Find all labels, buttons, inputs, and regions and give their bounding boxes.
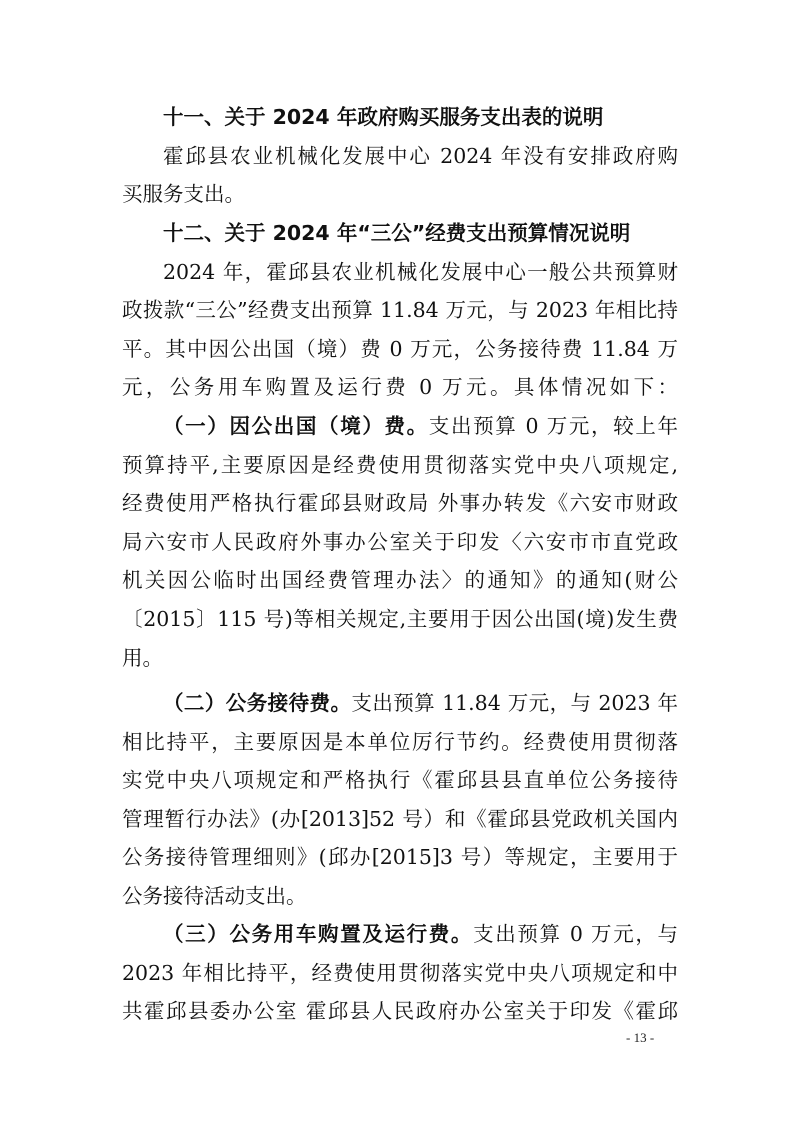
section-11 xyxy=(122,98,678,214)
paragraph-line: 用。 xyxy=(122,645,163,670)
paragraph-line: 2023 年相比持平，经费使用贯彻落实党中央八项规定和中 xyxy=(122,960,678,985)
section-12-heading: 十二、关于 2024 年“三公”经费支出预算情况说明 xyxy=(163,221,631,245)
paragraph-line: 机关因公临时出国经费管理办法〉的通知》的通知(财公 xyxy=(122,568,678,593)
paragraph-title: （三）公务用车购置及运行费。 xyxy=(163,922,474,946)
paragraph-text: 支出预算 0 万元，较上年 xyxy=(428,414,678,438)
section-12 xyxy=(122,214,678,407)
paragraph-reception xyxy=(122,684,678,916)
paragraph-line: 经费使用严格执行霍邱县财政局 外事办转发《六安市财政 xyxy=(122,491,678,516)
paragraph-first-line xyxy=(122,407,678,446)
paragraph-title: （二）公务接待费。 xyxy=(163,691,352,715)
paragraph-line: 公务接待活动支出。 xyxy=(122,883,307,908)
section-11-heading: 十一、关于 2024 年政府购买服务支出表的说明 xyxy=(163,105,604,129)
paragraph-text: 支出预算 0 万元，与 xyxy=(473,922,678,946)
paragraph-title: （一）因公出国（境）费。 xyxy=(163,414,429,438)
paragraph-line: 实党中央八项规定和严格执行《霍邱县县直单位公务接待 xyxy=(122,768,678,793)
paragraph-overseas-travel xyxy=(122,407,678,677)
paragraph-official-vehicles xyxy=(122,915,678,1031)
paragraph-line: 相比持平，主要原因是本单位厉行节约。经费使用贯彻落 xyxy=(122,729,678,754)
paragraph-line: 霍邱县农业机械化发展中心 2024 年没有安排政府购 xyxy=(163,143,678,168)
paragraph-line: 公务接待管理细则》(邱办[2015]3 号）等规定，主要用于 xyxy=(122,845,678,870)
paragraph-line: 局六安市人民政府外事办公室关于印发〈六安市市直党政 xyxy=(122,529,678,554)
paragraph-line: 预算持平,主要原因是经费使用贯彻落实党中央八项规定, xyxy=(122,452,678,477)
paragraph-first-line xyxy=(122,684,678,723)
paragraph-line: 元，公务用车购置及运行费 0 万元。具体情况如下： xyxy=(122,375,678,400)
paragraph-line: 平。其中因公出国（境）费 0 万元，公务接待费 11.84 万 xyxy=(122,336,678,361)
paragraph-text: 支出预算 11.84 万元，与 2023 年 xyxy=(351,691,678,715)
paragraph-line: 买服务支出。 xyxy=(122,182,245,207)
page-number: - 13 - xyxy=(626,1030,655,1045)
paragraph-line: 共霍邱县委办公室 霍邱县人民政府办公室关于印发《霍邱 xyxy=(122,999,678,1024)
paragraph-first-line xyxy=(122,915,678,954)
paragraph-line: 政拨款“三公”经费支出预算 11.84 万元，与 2023 年相比持 xyxy=(122,298,678,323)
paragraph-line: 2024 年，霍邱县农业机械化发展中心一般公共预算财 xyxy=(163,259,678,284)
paragraph-line: 〔2015〕115 号)等相关规定,主要用于因公出国(境)发生费 xyxy=(122,606,678,631)
paragraph-line: 管理暂行办法》(办[2013]52 号）和《霍邱县党政机关国内 xyxy=(122,806,678,831)
